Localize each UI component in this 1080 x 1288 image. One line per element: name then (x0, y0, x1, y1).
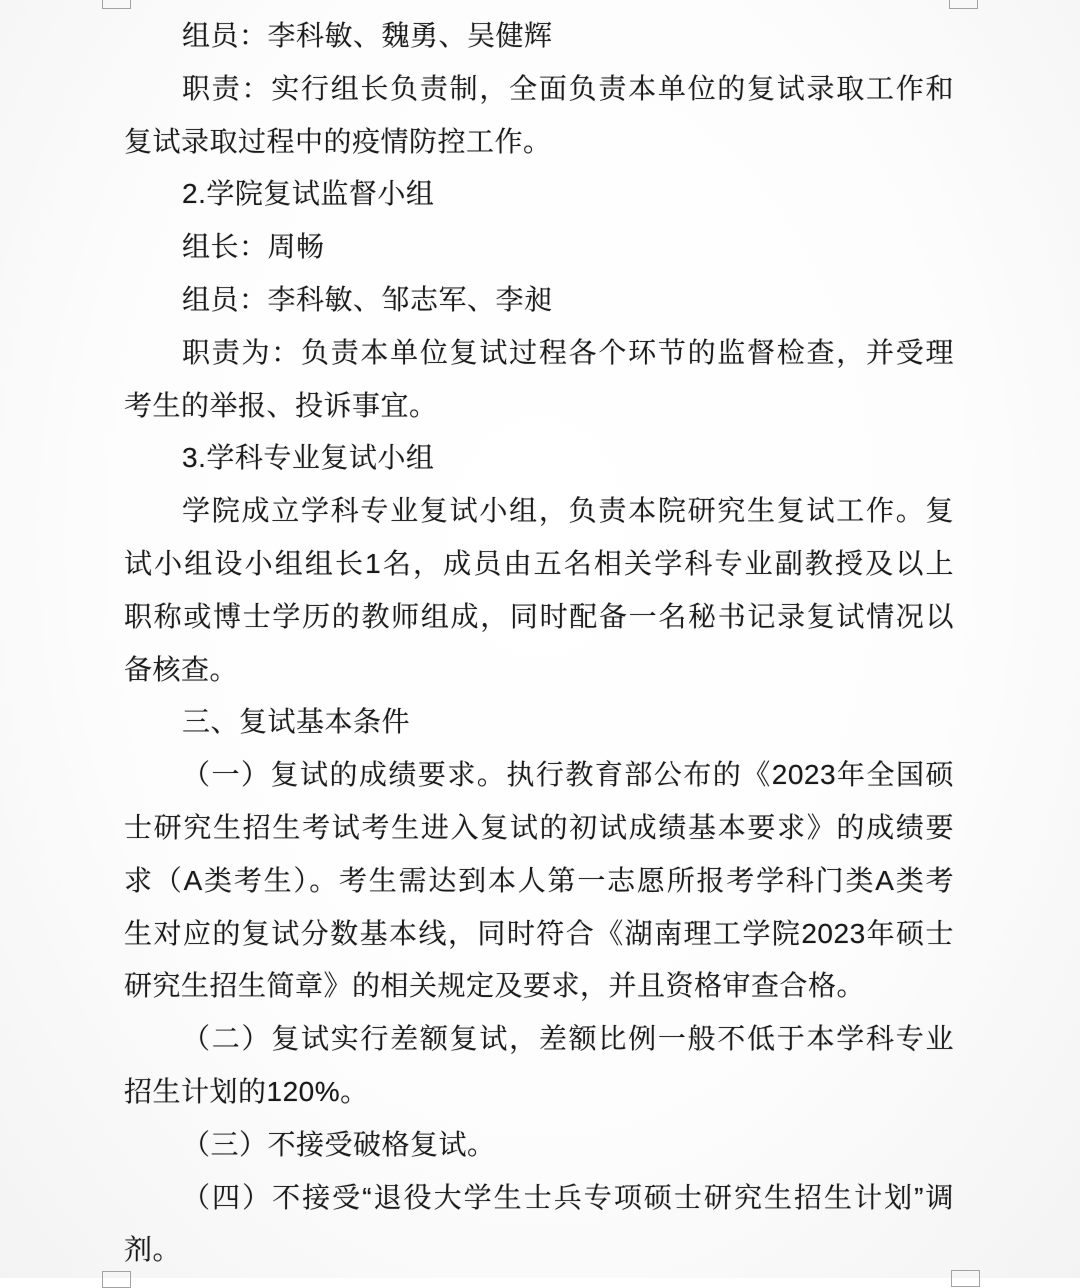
text-line: 剂。 (124, 1234, 182, 1266)
text-line: 生对应的复试分数基本线，同时符合《湖南理工学院2023年硕士 (124, 917, 954, 949)
text-line: 复试录取过程中的疫情防控工作。 (124, 125, 552, 157)
text-line: 职责为：负责本单位复试过程各个环节的监督检查，并受理 (182, 336, 954, 368)
document-text (124, 10, 954, 1277)
page-corner-mark-bottom-left (102, 1271, 131, 1288)
text-line: 职称或博士学历的教师组成，同时配备一名秘书记录复试情况以 (124, 600, 954, 632)
text-line: 组员：李科敏、邹志军、李昶 (182, 283, 553, 315)
text-line: 3.学科专业复试小组 (182, 442, 435, 474)
text-line: 学院成立学科专业复试小组，负责本院研究生复试工作。复 (182, 495, 954, 527)
text-line: 三、复试基本条件 (182, 706, 411, 738)
text-line: （一）复试的成绩要求。执行教育部公布的《2023年全国硕 (182, 759, 954, 791)
text-line: 招生计划的120%。 (124, 1075, 369, 1107)
text-line: 考生的举报、投诉事宜。 (124, 389, 438, 421)
page-corner-mark-top-right (949, 0, 978, 9)
text-line: 备核查。 (124, 653, 239, 685)
text-line: 组长：周畅 (182, 231, 325, 263)
text-line: 组员：李科敏、魏勇、吴健辉 (182, 20, 553, 51)
text-line: （三）不接受破格复试。 (182, 1128, 496, 1160)
text-line: 士研究生招生考试考生进入复试的初试成绩基本要求》的成绩要 (124, 811, 954, 843)
page-corner-mark-bottom-right (951, 1270, 980, 1287)
text-line: 求（A类考生）。考生需达到本人第一志愿所报考学科门类A类考 (124, 864, 954, 896)
text-line: 研究生招生简章》的相关规定及要求，并且资格审查合格。 (124, 970, 866, 1002)
text-line: （二）复试实行差额复试，差额比例一般不低于本学科专业 (182, 1023, 954, 1055)
text-line: （四）不接受“退役大学生士兵专项硕士研究生招生计划”调 (182, 1181, 954, 1213)
page-corner-mark-top-left (102, 0, 131, 9)
text-line: 试小组设小组组长1名，成员由五名相关学科专业副教授及以上 (124, 547, 954, 579)
text-line: 职责：实行组长负责制，全面负责本单位的复试录取工作和 (182, 72, 954, 104)
text-line: 2.学院复试监督小组 (182, 178, 435, 210)
